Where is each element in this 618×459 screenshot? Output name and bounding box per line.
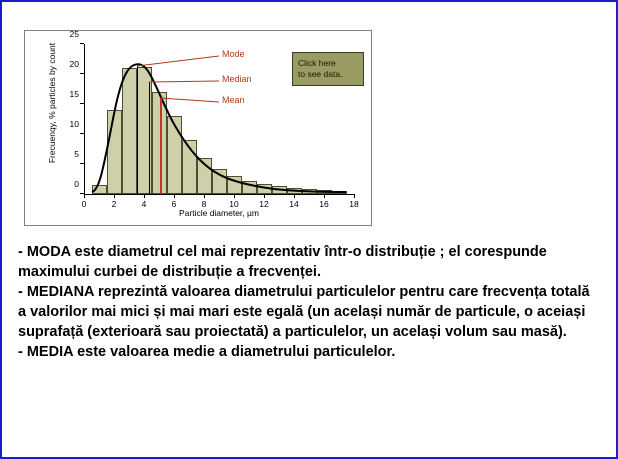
paragraph-media: - MEDIA este valoarea medie a diametrului particulelor. bbox=[18, 344, 396, 360]
y-tick-label: 25 bbox=[69, 29, 79, 39]
x-tick-label: 16 bbox=[319, 199, 329, 209]
x-tick-label: 4 bbox=[141, 199, 147, 209]
x-tick-label: 14 bbox=[289, 199, 299, 209]
y-axis-title: Frecuenqy, % particles by count bbox=[47, 42, 57, 164]
median-label: Median bbox=[222, 74, 252, 84]
callout-line-1: Click here bbox=[298, 58, 336, 68]
x-tick-label: 0 bbox=[81, 199, 87, 209]
x-tick-label: 10 bbox=[229, 199, 239, 209]
x-tick-label: 6 bbox=[171, 199, 177, 209]
mean-label: Mean bbox=[222, 95, 245, 105]
paragraph-moda: - MODA este diametrul cel mai reprezentativ într-o distribuție ; el corespunde maximului curbei de distribuție a frecvenței. bbox=[18, 244, 547, 280]
x-tick-label: 8 bbox=[201, 199, 207, 209]
x-tick-label: 2 bbox=[111, 199, 117, 209]
explanatory-text bbox=[18, 242, 598, 362]
callout-line-2: to see data. bbox=[298, 69, 343, 79]
chart-container bbox=[24, 30, 372, 226]
mode-label: Mode bbox=[222, 49, 245, 59]
y-tick-label: 20 bbox=[69, 59, 79, 69]
y-tick-label: 5 bbox=[74, 149, 79, 159]
y-tick-label: 0 bbox=[74, 179, 79, 189]
y-tick-label: 15 bbox=[69, 89, 79, 99]
x-axis-title: Particle diameter, µm bbox=[178, 208, 259, 218]
paragraph-mediana: - MEDIANA reprezintă valoarea diametrului particulelor pentru care frecvența totală a valorilor mai mici și mai mari este egală (un același număr de particule, o aceiași suprafață (exterioară sau proiectată) a particulelor, un același volum sau masă). bbox=[18, 284, 590, 340]
click-here-to-see-data-button[interactable] bbox=[292, 52, 364, 86]
y-tick-label: 10 bbox=[69, 119, 79, 129]
x-tick-label: 12 bbox=[259, 199, 269, 209]
x-tick-label: 18 bbox=[349, 199, 359, 209]
